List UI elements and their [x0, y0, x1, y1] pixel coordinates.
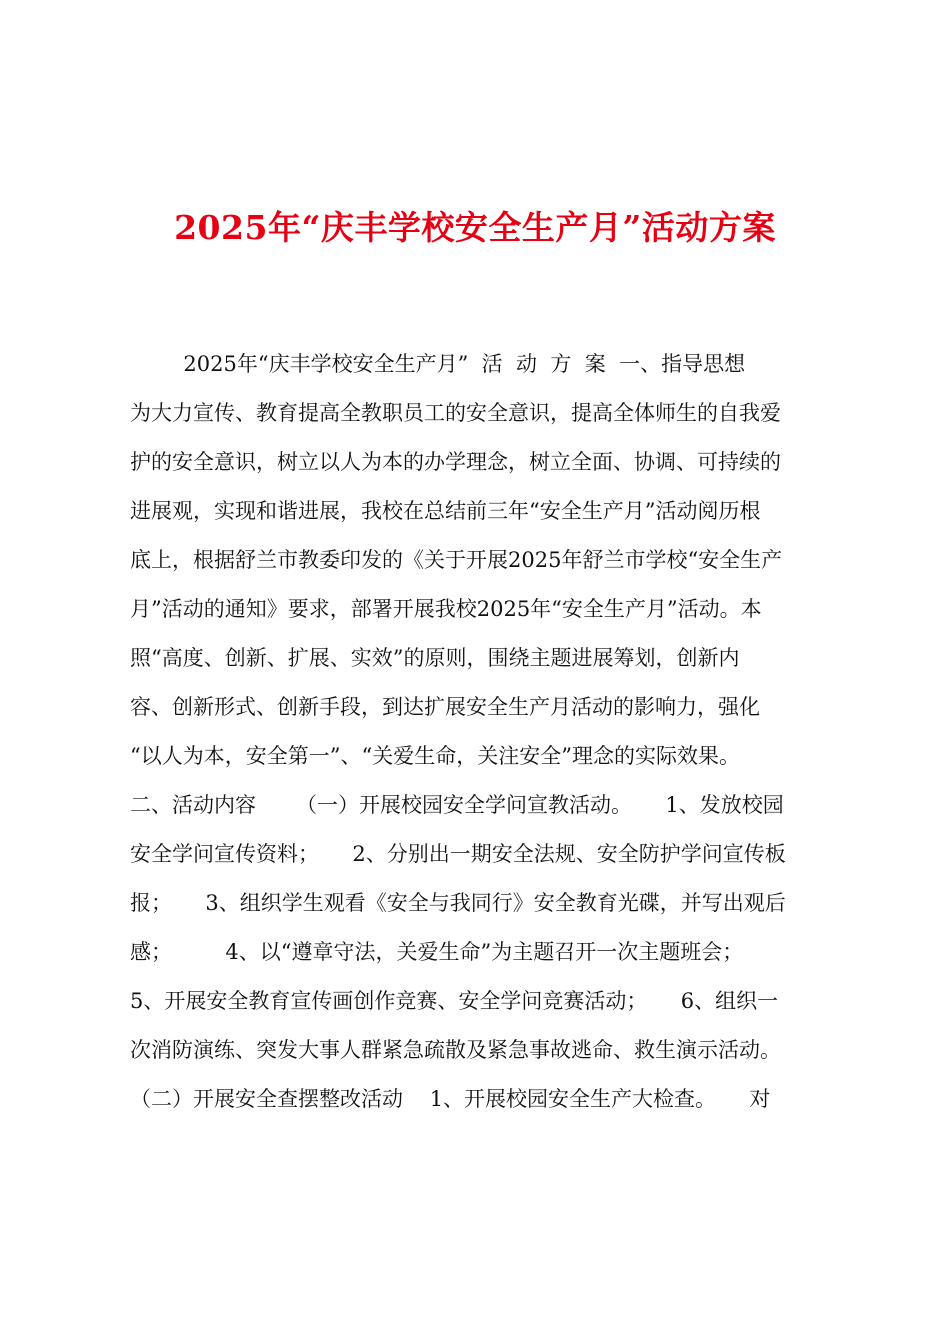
body-line: 5、开展安全教育宣传画创作竞赛、安全学问竞赛活动； 6、组织一 [130, 989, 779, 1013]
body-line: 进展观，实现和谐进展，我校在总结前三年“安全生产月”活动阅历根 [130, 499, 761, 523]
body-line: 2025年“庆丰学校安全生产月” 活 动 方 案 一、指导思想 [130, 352, 746, 376]
document-title: 2025年“庆丰学校安全生产月”活动方案 [174, 208, 776, 247]
body-line: 安全学问宣传资料； 2、分别出一期安全法规、安全防护学问宣传板 [130, 842, 786, 866]
body-line: 二、活动内容 （一）开展校园安全学问宣教活动。 1、发放校园 [130, 793, 784, 817]
body-line: 照“高度、创新、扩展、实效”的原则，围绕主题进展筹划，创新内 [130, 646, 740, 670]
document-body [130, 340, 830, 1124]
body-line: 为大力宣传、教育提高全教职员工的安全意识，提高全体师生的自我爱 [130, 401, 781, 425]
body-line: 感； 4、以“遵章守法，关爱生命”为主题召开一次主题班会； [130, 940, 744, 964]
body-line: 护的安全意识，树立以人为本的办学理念，树立全面、协调、可持续的 [130, 450, 781, 474]
body-line: 容、创新形式、创新手段，到达扩展安全生产月活动的影响力，强化 [130, 695, 760, 719]
body-line: 月”活动的通知》要求，部署开展我校2025年“安全生产月”活动。本 [130, 597, 762, 621]
body-line: 次消防演练、突发大事人群紧急疏散及紧急事故逃命、救生演示活动。 [130, 1038, 781, 1062]
body-line: “以人为本，安全第一”、“关爱生命，关注安全”理念的实际效果。 [130, 744, 740, 768]
body-line: 报； 3、组织学生观看《安全与我同行》安全教育光碟，并写出观后 [130, 891, 786, 915]
body-line: 底上，根据舒兰市教委印发的《关于开展2025年舒兰市学校“安全生产 [130, 548, 783, 572]
body-line: （二）开展安全查摆整改活动 1、开展校园安全生产大检查。 对 [130, 1087, 771, 1111]
